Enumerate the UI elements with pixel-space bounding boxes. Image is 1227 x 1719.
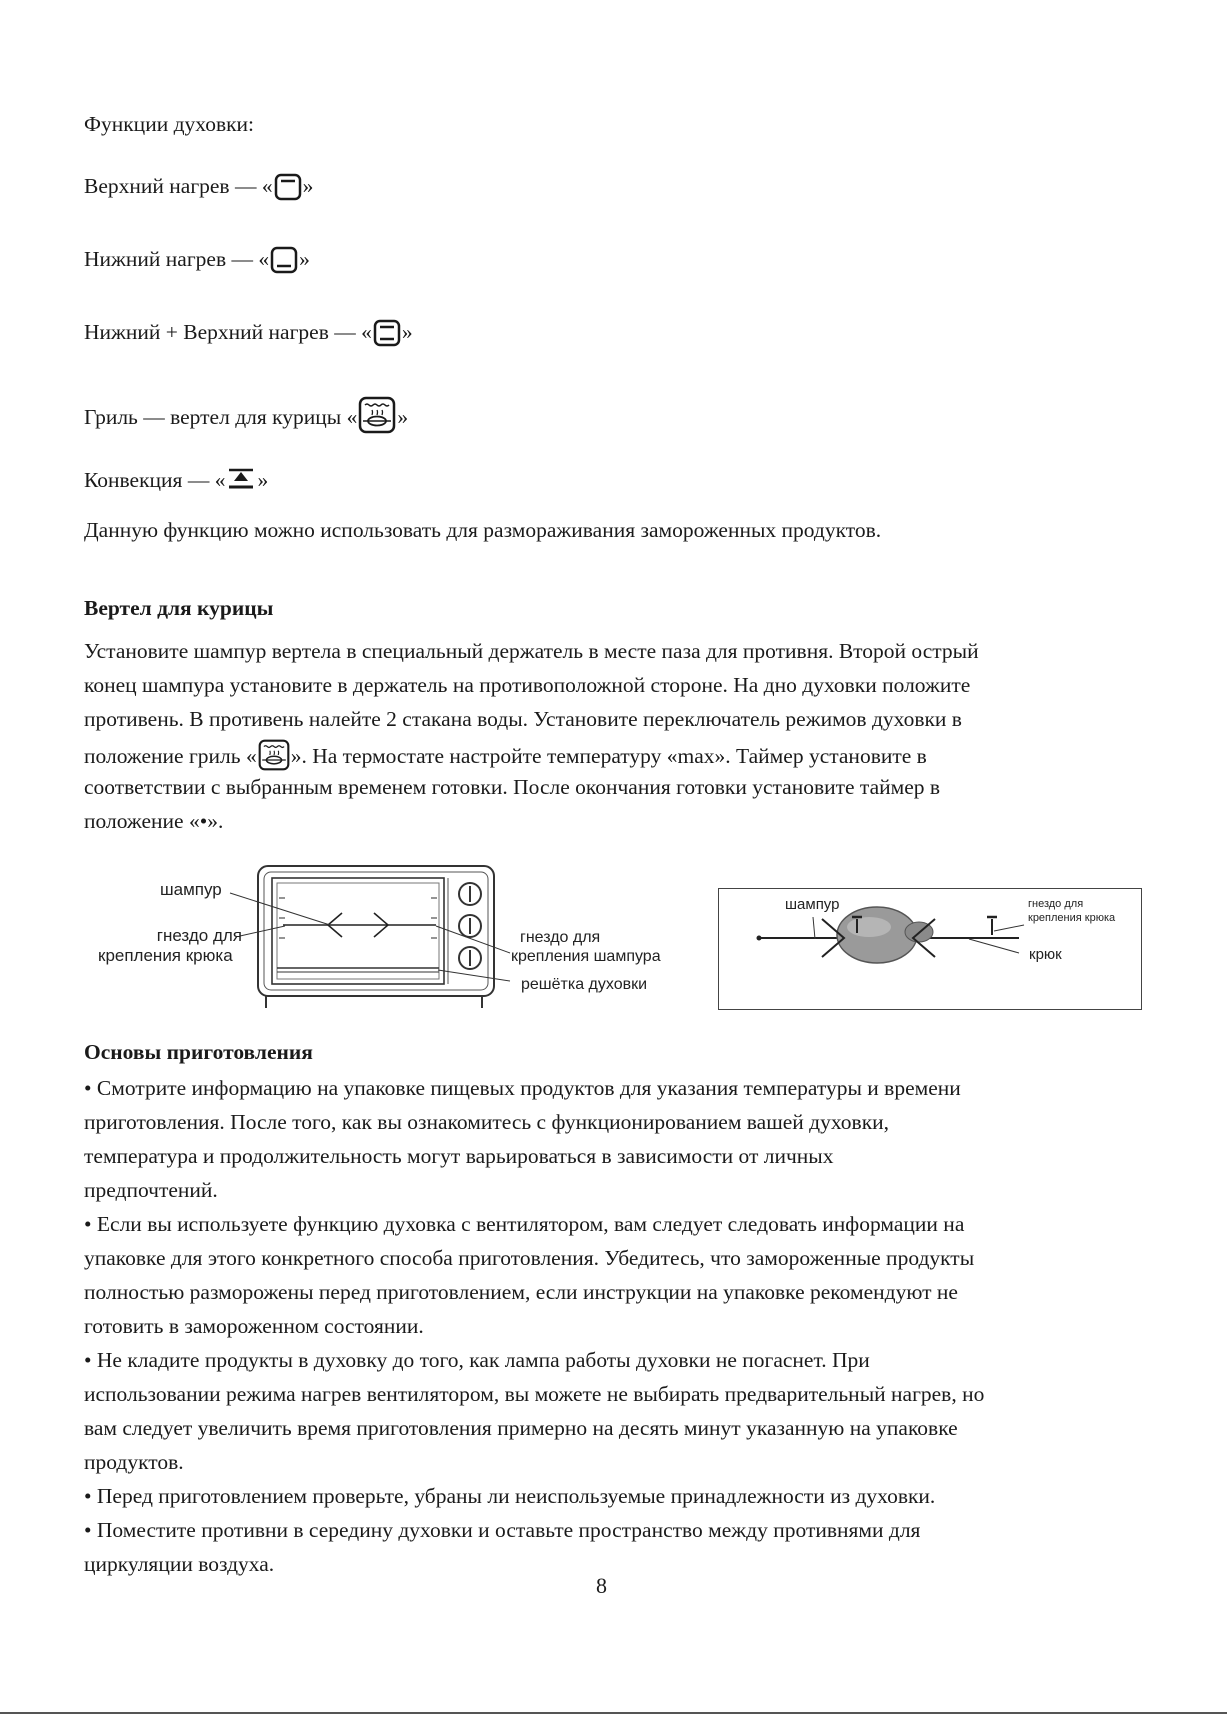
label-skewer: шампур (160, 880, 222, 899)
basics-line: • Смотрите информацию на упаковке пищевых продуктов для указания температуры и времени (84, 1076, 961, 1100)
basics-line: циркуляции воздуха. (84, 1552, 275, 1576)
oven-diagram (80, 858, 700, 1018)
function-top-heat: Верхний нагрев — « » (84, 172, 313, 208)
function-bottom-heat: Нижний нагрев — « » (84, 245, 310, 281)
basics-line: приготовления. После того, как вы ознакомитесь с функционированием вашей духовки, (84, 1110, 890, 1134)
skewer-diagram (718, 888, 1142, 1010)
basics-line: предпочтений. (84, 1178, 218, 1202)
page-number: 8 (596, 1573, 607, 1598)
convection-icon (226, 467, 256, 498)
functions-note: Данную функцию можно использовать для размораживания замороженных продуктов. (84, 518, 882, 542)
label-skewer: шампур (785, 896, 840, 913)
function-top-bottom-heat: Нижний + Верхний нагрев — « » (84, 318, 413, 354)
top-heat-icon (274, 173, 302, 208)
basics-line: продуктов. (84, 1450, 184, 1474)
rotisserie-line: противень. В противень налейте 2 стакана воды. Установите переключатель режимов духовки в (84, 707, 962, 731)
basics-line: вам следует увеличить время приготовления примерно на десять минут указанную на упаковке (84, 1416, 958, 1440)
rotisserie-line: положение «•». (84, 809, 224, 833)
basics-line: температура и продолжительность могут варьироваться в зависимости от личных (84, 1144, 834, 1168)
rotisserie-line: соответствии с выбранным временем готовки. После окончания готовки установите таймер в (84, 775, 941, 799)
basics-line: готовить в замороженном состоянии. (84, 1314, 424, 1338)
basics-line: • Поместите противни в середину духовки и оставьте пространство между противнями для (84, 1518, 921, 1542)
label-hook-socket: гнездо для крепления крюка (98, 926, 242, 965)
label-rack: решётка духовки (521, 976, 648, 993)
label-hook-socket: гнездо для крепления крюка (1028, 898, 1116, 924)
basics-line: • Если вы используете функцию духовка с вентилятором, вам следует следовать информации на (84, 1212, 965, 1236)
rotisserie-line: конец шампура установите в держатель на противоположной стороне. На дно духовки положите (84, 673, 971, 697)
rotisserie-line: Установите шампур вертела в специальный держатель в месте паза для противня. Второй острый (84, 639, 979, 663)
basics-line: полностью разморожены перед приготовлением, если инструкции на упаковке рекомендуют не (84, 1280, 958, 1304)
basics-line: • Не кладите продукты в духовку до того, как лампа работы духовки не погаснет. При (84, 1348, 870, 1372)
grill-spit-icon (358, 396, 396, 441)
label-hook: крюк (1029, 946, 1062, 963)
basics-line: упаковке для этого конкретного способа приготовления. Убедитесь, что замороженные продукты (84, 1246, 975, 1270)
rotisserie-heading: Вертел для курицы (84, 596, 274, 620)
functions-heading: Функции духовки: (84, 112, 255, 136)
function-grill-spit: Гриль — вертел для курицы « » (84, 396, 408, 441)
rotisserie-line: положение гриль « ». На термостате настройте температуру «max». Таймер установите в (84, 739, 927, 778)
basics-heading: Основы приготовления (84, 1040, 313, 1064)
top-bottom-heat-icon (373, 319, 401, 354)
bottom-heat-icon (270, 246, 298, 281)
function-convection: Конвекция — « » (84, 466, 268, 498)
label-skewer-socket: гнездо для крепления шампура (511, 929, 661, 965)
basics-line: использовании режима нагрев вентилятором, вы можете не выбирать предварительный нагрев, но (84, 1382, 985, 1406)
bottom-rule (0, 1712, 1227, 1714)
basics-line: • Перед приготовлением проверьте, убраны ли неиспользуемые принадлежности из духовки. (84, 1484, 936, 1508)
